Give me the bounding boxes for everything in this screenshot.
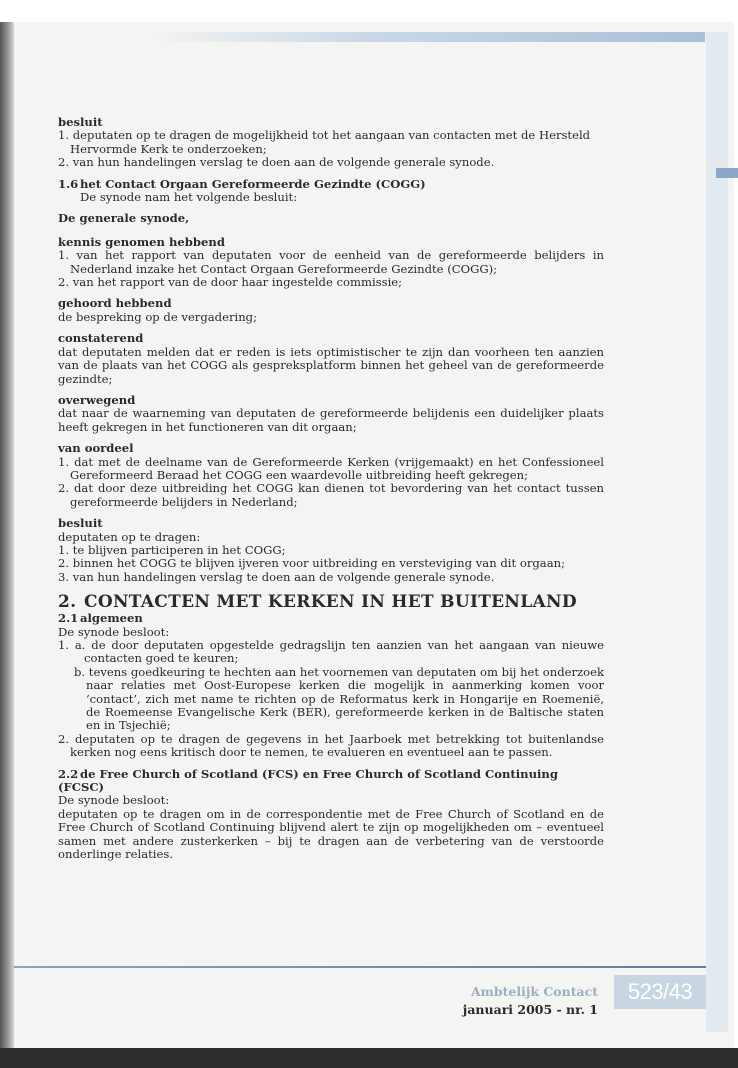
section-heading <box>58 178 604 191</box>
chapter-heading <box>58 592 604 612</box>
side-margin-strip <box>706 32 728 1032</box>
chapter-number: 2. <box>58 592 77 613</box>
constaterend-heading: constaterend <box>58 331 144 346</box>
side-marker-tab <box>716 168 738 178</box>
list-item: 1. a. de door deputaten opgestelde gedragslijn ten aanzien van het aangaan van nieuwe contacten goed te keuren; <box>58 638 604 666</box>
section-intro: De synode besloot: <box>58 793 170 808</box>
magazine-title: Ambtelijk Contact <box>470 984 598 999</box>
synod-heading: De generale synode, <box>58 211 190 226</box>
list-item: 1. van het rapport van deputaten voor de eenheid van de gereformeerde belijders in Nederland inzake het Contact Orgaan Gereformeerde Gezindte (COGG); <box>58 248 604 276</box>
section-heading <box>58 768 604 795</box>
besluit-block-2 <box>58 517 604 584</box>
list-item: 2. binnen het COGG te blijven ijveren voor uitbreiding en versteviging van dit orgaan; <box>58 556 565 571</box>
besluit-intro: deputaten op te dragen: <box>58 529 201 544</box>
section-number: 2.1 <box>58 611 79 626</box>
list-item: 2. van het rapport van de door haar ingestelde commissie; <box>58 275 403 290</box>
list-item: b. tevens goedkeuring te hechten aan het voornemen van deputaten om bij het onderzoek naar relaties met Oost-Europese kerken die mogelijk in aanmerking komen voor ‘contact’, zich met name te richten op de Reformatus kerk in Hongarije en Roemenië, de Roemeense Evangelische Kerk (BER), gereformeerde kerken in de Baltische staten en in Tsjechië; <box>74 664 604 733</box>
gehoord-text: de bespreking op de vergadering; <box>58 309 258 324</box>
oordeel-block <box>58 442 604 509</box>
section-title: de Free Church of Scotland (FCS) en Free Church of Scotland Continuing (FCSC) <box>58 766 558 795</box>
section-text: deputaten op te dragen om in de correspondentie met de Free Church of Scotland en de Free Church of Scotland Continuing blijvend alert te zijn op mogelijkheden om – eventueel samen met andere zusterkerken – bij te dragen aan de verbetering van de verstoorde onderlinge relaties. <box>58 806 604 862</box>
gehoord-heading: gehoord hebbend <box>58 296 172 311</box>
chapter-title: CONTACTEN MET KERKEN IN HET BUITENLAND <box>84 592 577 613</box>
kennis-list <box>58 249 604 289</box>
overwegend-block <box>58 394 604 434</box>
scan-bottom-edge <box>0 1048 738 1068</box>
section-number: 2.2 <box>58 766 79 781</box>
section-1-6 <box>58 178 604 205</box>
list-item: 3. van hun handelingen verslag te doen aan de volgende generale synode. <box>58 569 495 584</box>
list-item: 2. deputaten op te dragen de gegevens in het Jaarboek met betrekking tot buitenlandse kerken nog eens kritisch door te nemen, te evalueren en eventueel aan te passen. <box>58 731 604 760</box>
footer-publication <box>463 983 598 1019</box>
list-item: 1. te blijven participeren in het COGG; <box>58 542 286 557</box>
kennis-heading: kennis genomen hebbend <box>58 234 225 249</box>
page-number: 523/43 <box>614 975 706 1009</box>
section-title: algemeen <box>80 611 143 626</box>
footer-divider <box>14 966 706 968</box>
issue-label: januari 2005 - nr. 1 <box>462 1002 598 1017</box>
constaterend-block <box>58 332 604 386</box>
decision-list <box>58 639 604 760</box>
besluit-list <box>58 544 604 584</box>
besluit-block-1 <box>58 116 604 170</box>
oordeel-list <box>58 456 604 510</box>
list-item: 2. van hun handelingen verslag te doen aan de volgende generale synode. <box>58 155 495 170</box>
gehoord-block <box>58 297 604 324</box>
document-body <box>58 116 604 870</box>
oordeel-heading: van oordeel <box>58 441 134 456</box>
besluit-heading: besluit <box>58 115 103 129</box>
kennis-block <box>58 236 604 290</box>
section-number: 1.6 <box>58 176 79 191</box>
besluit-list <box>58 129 604 169</box>
section-2-2 <box>58 768 604 862</box>
scan-left-edge <box>0 22 14 1048</box>
list-item: 1. dat met de deelname van de Gereformeerde Kerken (vrijgemaakt) en het Confessioneel Gereformeerd Beraad het COGG een waardevolle uitbreiding heeft gekregen; <box>58 454 604 482</box>
section-intro: De synode besloot: <box>58 624 170 639</box>
list-item: 1. deputaten op te dragen de mogelijkheid tot het aangaan van contacten met de Hersteld Hervormde Kerk te onderzoeken; <box>58 128 591 156</box>
besluit-heading: besluit <box>58 516 103 531</box>
synod-line <box>58 212 604 225</box>
header-color-bar <box>150 32 705 42</box>
section-title: het Contact Orgaan Gereformeerde Gezindte (COGG) <box>80 176 426 191</box>
list-item: 2. dat door deze uitbreiding het COGG kan dienen tot bevordering van het contact tussen gereformeerde belijders in Nederland; <box>58 481 604 509</box>
constaterend-text: dat deputaten melden dat er reden is iets optimistischer te zijn dan voorheen ten aanzien van de plaats van het COGG als gespreksplatform binnen het geheel van de gereformeerde gezindte; <box>58 344 604 386</box>
section-heading <box>58 612 604 625</box>
section-intro: De synode nam het volgende besluit: <box>80 190 298 205</box>
section-2-1 <box>58 612 604 759</box>
overwegend-text: dat naar de waarneming van deputaten de gereformeerde belijdenis een duidelijker plaats heeft gekregen in het functioneren van dit orgaan; <box>58 406 604 434</box>
overwegend-heading: overwegend <box>58 392 136 407</box>
